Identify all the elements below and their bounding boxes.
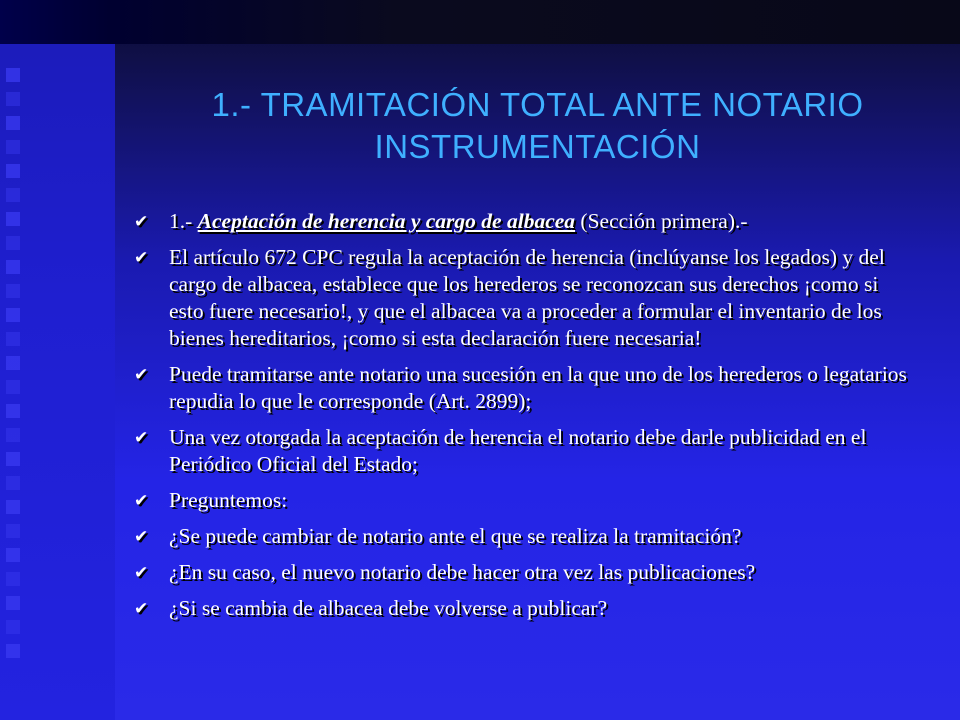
decor-square	[6, 92, 20, 106]
bullet-item	[134, 208, 914, 235]
bullet-item	[134, 361, 914, 415]
decor-square	[6, 404, 20, 418]
decor-square	[6, 452, 20, 466]
checkmark-icon: ✔	[134, 563, 149, 583]
checkmark-icon: ✔	[134, 527, 149, 547]
decor-square	[6, 524, 20, 538]
decor-square	[6, 140, 20, 154]
bullet-item	[134, 559, 914, 586]
decor-square	[6, 68, 20, 82]
decor-square	[6, 356, 20, 370]
checkmark-icon: ✔	[134, 248, 149, 268]
bullet-suffix: (Sección primera).-	[575, 209, 748, 233]
decor-square	[6, 548, 20, 562]
decor-square	[6, 644, 20, 658]
bullet-prefix: 1.-	[169, 209, 198, 233]
decor-square	[6, 212, 20, 226]
decor-square	[6, 572, 20, 586]
checkmark-icon: ✔	[134, 491, 149, 511]
bullet-text: El artículo 672 CPC regula la aceptación de herencia (inclúyanse los legados) y del cargo de albacea, establece que los herederos se reconozcan sus derechos ¡como si esto fuere necesario!, y que el albacea va a proceder a formular el inventario de los bienes hereditarios, ¡como si esta declaración fuere necesaria!	[169, 245, 885, 350]
bullet-item	[134, 595, 914, 622]
top-dark-band	[0, 0, 960, 44]
decor-square	[6, 236, 20, 250]
decor-square	[6, 428, 20, 442]
slide-title-line-2: INSTRUMENTACIÓN	[374, 128, 701, 165]
bullet-list	[134, 208, 914, 631]
left-decorative-strip	[0, 0, 115, 720]
checkmark-icon: ✔	[134, 365, 149, 385]
bullet-text: Preguntemos:	[169, 488, 288, 512]
bullet-text: Puede tramitarse ante notario una sucesión en la que uno de los herederos o legatarios repudia lo que le corresponde (Art. 2899);	[169, 362, 907, 413]
bullet-text: ¿En su caso, el nuevo notario debe hacer otra vez las publicaciones?	[169, 560, 756, 584]
decor-square	[6, 596, 20, 610]
decor-square	[6, 260, 20, 274]
decorative-squares	[6, 68, 26, 668]
checkmark-icon: ✔	[134, 428, 149, 448]
decor-square	[6, 380, 20, 394]
bullet-item	[134, 487, 914, 514]
decor-square	[6, 332, 20, 346]
checkmark-icon: ✔	[134, 599, 149, 619]
slide-title	[115, 84, 960, 168]
bullet-text: ¿Si se cambia de albacea debe volverse a publicar?	[169, 596, 608, 620]
decor-square	[6, 308, 20, 322]
slide-title-line-1: 1.- TRAMITACIÓN TOTAL ANTE NOTARIO	[211, 86, 864, 123]
decor-square	[6, 620, 20, 634]
bullet-item	[134, 523, 914, 550]
bullet-emphasis: Aceptación de herencia y cargo de albacea	[197, 209, 576, 233]
bullet-item	[134, 424, 914, 478]
bullet-text: ¿Se puede cambiar de notario ante el que se realiza la tramitación?	[169, 524, 742, 548]
bullet-item	[134, 244, 914, 352]
decor-square	[6, 500, 20, 514]
bullet-text: Una vez otorgada la aceptación de herencia el notario debe darle publicidad en el Periódico Oficial del Estado;	[169, 425, 867, 476]
decor-square	[6, 164, 20, 178]
decor-square	[6, 476, 20, 490]
checkmark-icon: ✔	[134, 212, 149, 232]
decor-square	[6, 188, 20, 202]
decor-square	[6, 116, 20, 130]
decor-square	[6, 284, 20, 298]
